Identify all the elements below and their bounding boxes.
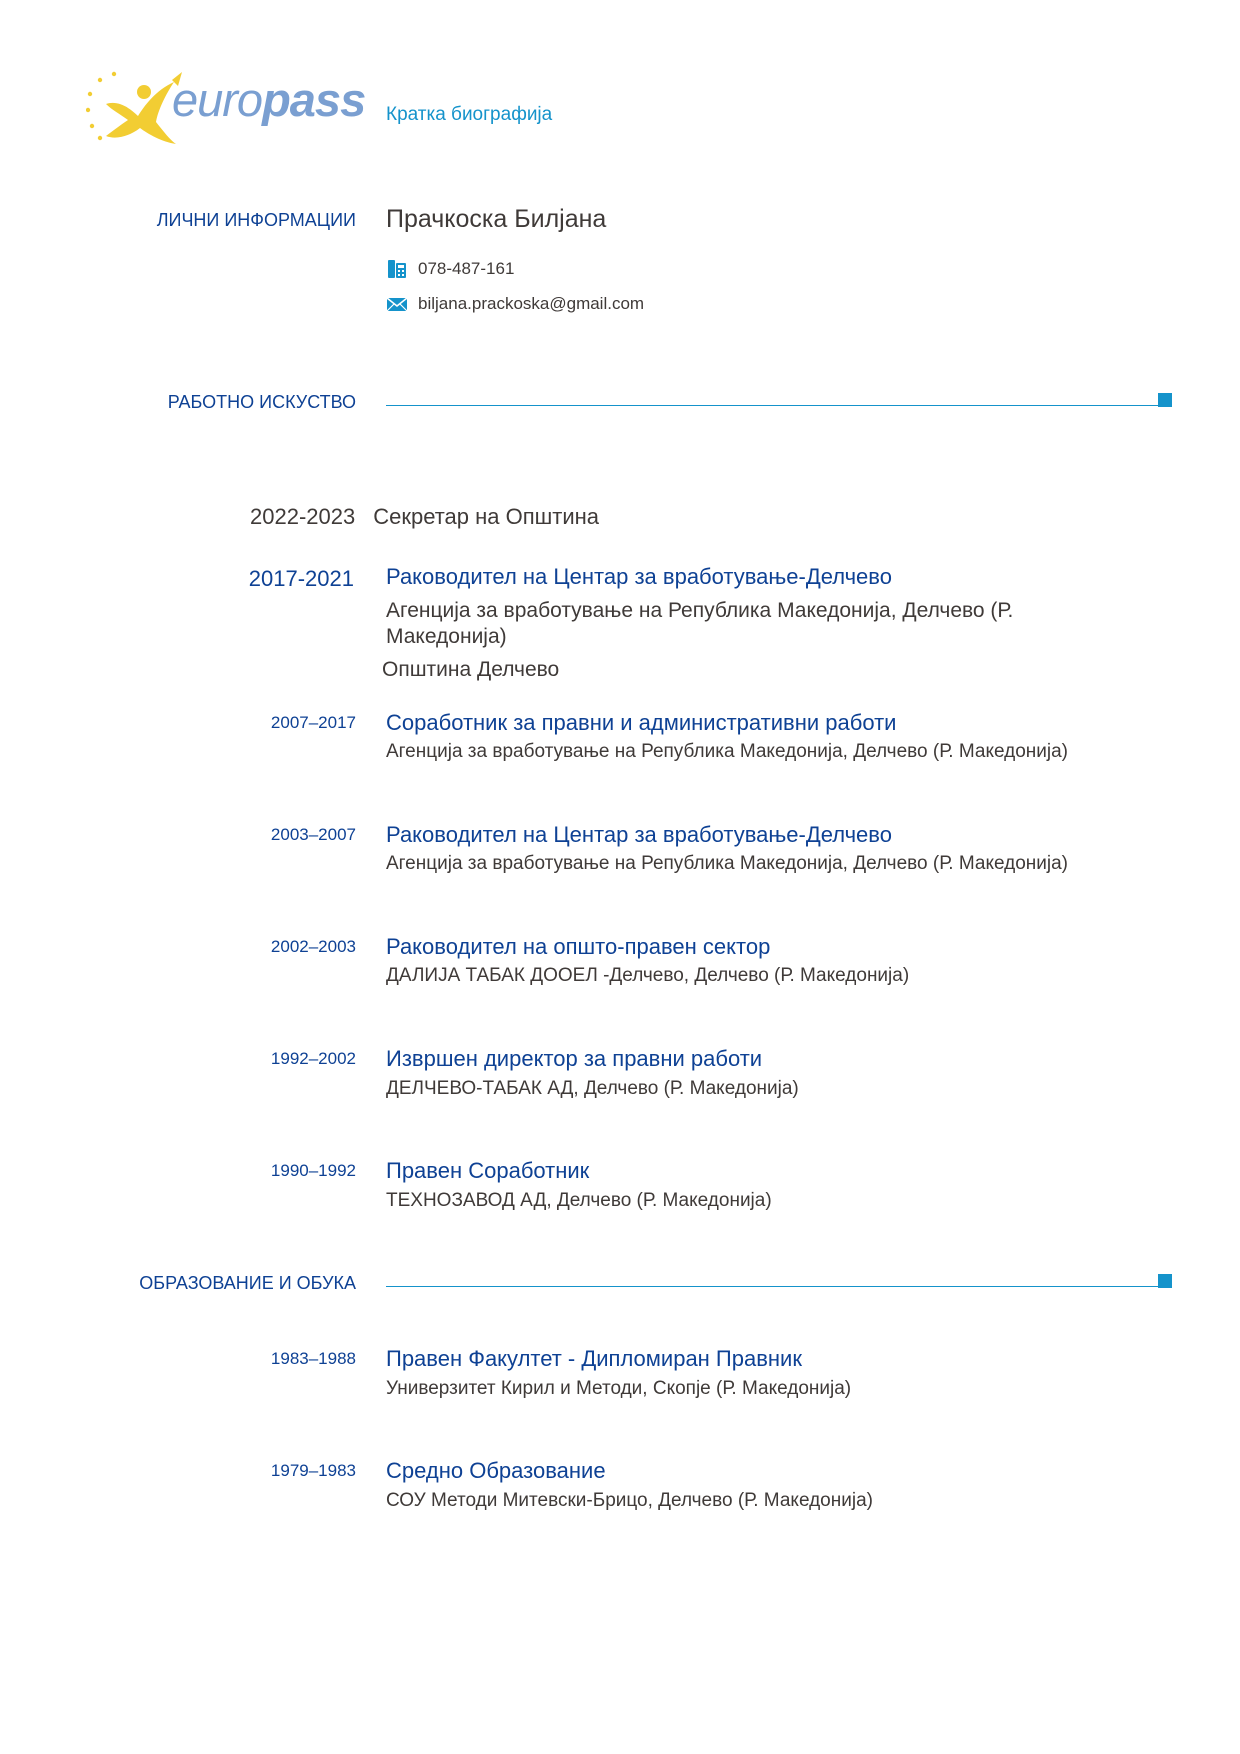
email-icon: [386, 294, 408, 314]
phone-row: [386, 259, 514, 279]
entry-dates: 1990–1992: [270, 1161, 356, 1180]
entry-dates: 1992–2002: [270, 1049, 356, 1068]
personal-info-label: ЛИЧНИ ИНФОРМАЦИИ: [156, 210, 356, 230]
phone-icon: [386, 259, 408, 279]
work-experience-label: РАБОТНО ИСКУСТВО: [167, 392, 356, 412]
job-title: Соработник за правни и административни работи: [386, 710, 897, 735]
job-title: Раководител на општо-правен сектор: [386, 934, 771, 959]
email-row: [386, 294, 644, 314]
phone-number[interactable]: 078-487-161: [418, 259, 515, 278]
entry-title: Секретар на Општина: [373, 504, 600, 529]
entry-dates: 2007–2017: [270, 713, 356, 732]
education-title: Правен Факултет - Дипломиран Правник: [386, 1346, 802, 1371]
europass-logo: [86, 70, 366, 150]
job-title: Раководител на Центар за вработување-Делчево: [386, 822, 892, 847]
employer: ДАЛИЈА ТАБАК ДООЕЛ -Делчево, Делчево (Р. Македонија): [386, 965, 910, 986]
job-title: Извршен директор за правни работи: [386, 1046, 763, 1071]
education-label: ОБРАЗОВАНИЕ И ОБУКА: [139, 1273, 356, 1293]
section-divider: [386, 405, 1172, 406]
employer: Агенција за вработување на Република Македонија, Делчево (Р. Македонија): [386, 853, 1068, 874]
education-title: Средно Образование: [386, 1458, 606, 1483]
entry-dates: 1983–1988: [270, 1349, 356, 1368]
entry-dates: 2017-2021: [248, 566, 354, 591]
section-divider-marker: [1158, 1274, 1172, 1288]
email-address[interactable]: biljana.prackoska@gmail.com: [418, 294, 645, 313]
entry-dates: 2022-2023: [250, 504, 356, 529]
entry-dates: 1979–1983: [270, 1461, 356, 1480]
section-divider-marker: [1158, 393, 1172, 407]
section-divider: [386, 1286, 1172, 1287]
experience-entry-2022: [250, 504, 599, 530]
institution: Универзитет Кирил и Методи, Скопје (Р. Македонија): [386, 1378, 852, 1399]
entry-dates: 2003–2007: [270, 825, 356, 844]
document-title: Кратка биографија: [386, 104, 553, 125]
logo-wordmark: europass: [172, 73, 366, 126]
job-title: Раководител на Центар за вработување-Делчево: [386, 564, 892, 589]
employer: ТЕХНОЗАВОД АД, Делчево (Р. Македонија): [386, 1190, 772, 1211]
entry-dates: 2002–2003: [270, 937, 356, 956]
employer-secondary: Општина Делчево: [382, 658, 560, 681]
employer: ДЕЛЧЕВО-ТАБАК АД, Делчево (Р. Македонија): [386, 1078, 799, 1099]
person-name: Прачкоска Билјана: [386, 205, 607, 233]
employer: Агенција за вработување на Република Македонија, Делчево (Р. Македонија): [386, 599, 1014, 648]
institution: СОУ Методи Митевски-Брицо, Делчево (Р. Македонија): [386, 1490, 873, 1511]
europass-logo-icon: [86, 70, 186, 150]
employer: Агенција за вработување на Република Македонија, Делчево (Р. Македонија): [386, 741, 1068, 762]
job-title: Правен Соработник: [386, 1158, 590, 1183]
